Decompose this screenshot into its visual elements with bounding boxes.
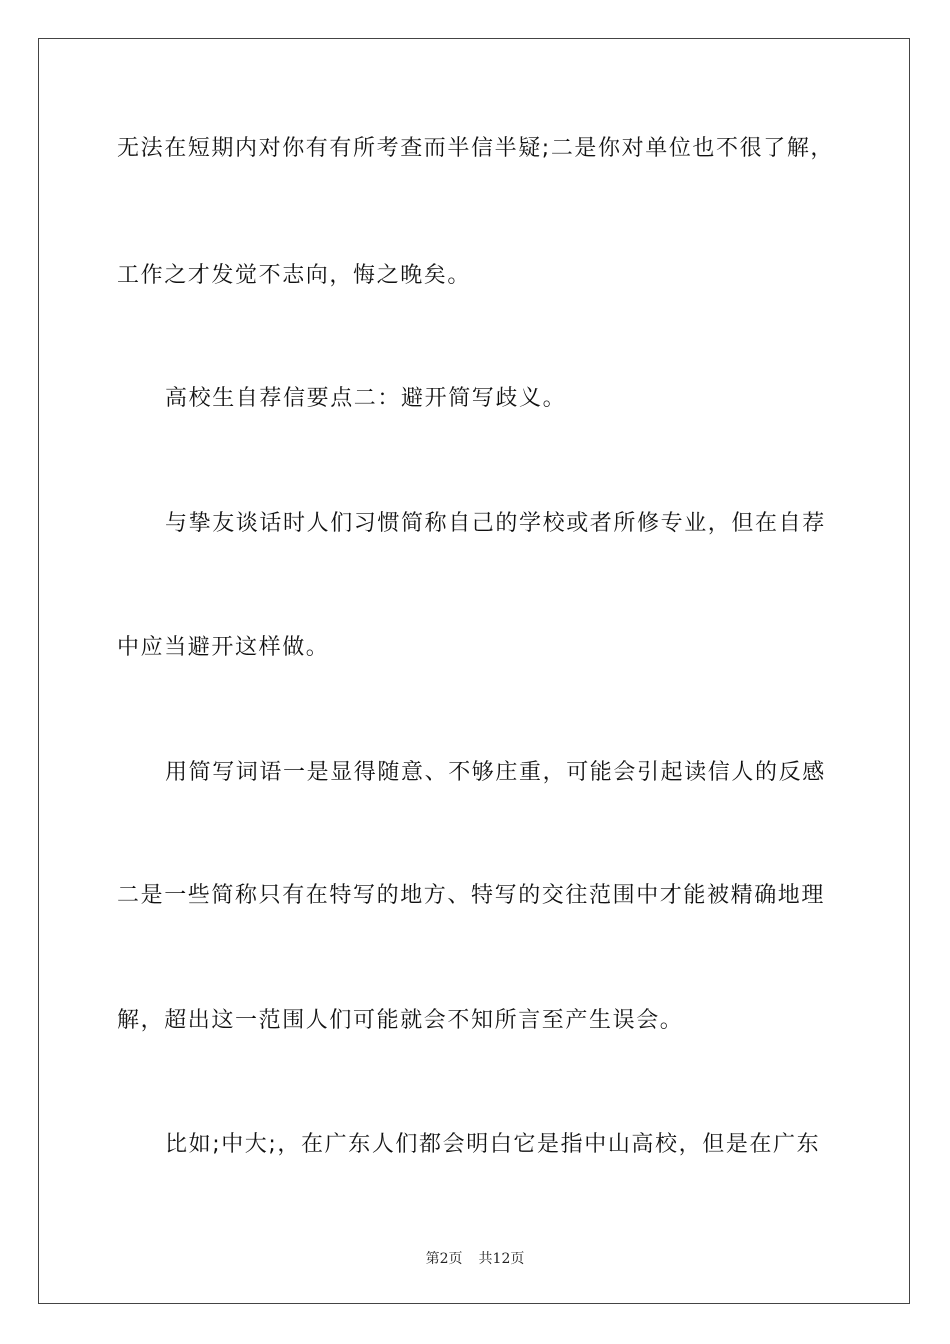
page-number: 第2页: [425, 1251, 463, 1267]
section-heading: 高校生自荐信要点二：避开简写歧义。: [165, 386, 567, 411]
text-line-4: 与挚友谈话时人们习惯简称自己的学校或者所修专业，但在自荐: [165, 511, 826, 536]
text-line-2: 工作之才发觉不志向，悔之晚矣。: [117, 263, 472, 288]
text-line-7: 二是一些简称只有在特写的地方、特写的交往范围中才能被精确地理: [117, 883, 826, 908]
text-line-9: 比如;中大;，在广东人们都会明白它是指中山高校，但是在广东: [165, 1132, 821, 1157]
page-footer: [0, 1248, 950, 1268]
text-line-6: 用简写词语一是显得随意、不够庄重，可能会引起读信人的反感: [165, 760, 826, 785]
text-line-1: 无法在短期内对你有有所考查而半信半疑;二是你对单位也不很了解，: [117, 136, 835, 161]
text-line-5: 中应当避开这样做。: [117, 635, 330, 660]
text-line-8: 解，超出这一范围人们可能就会不知所言至产生误会。: [117, 1008, 684, 1033]
page-total: 共12页: [478, 1251, 525, 1267]
page-border: [38, 38, 910, 1304]
